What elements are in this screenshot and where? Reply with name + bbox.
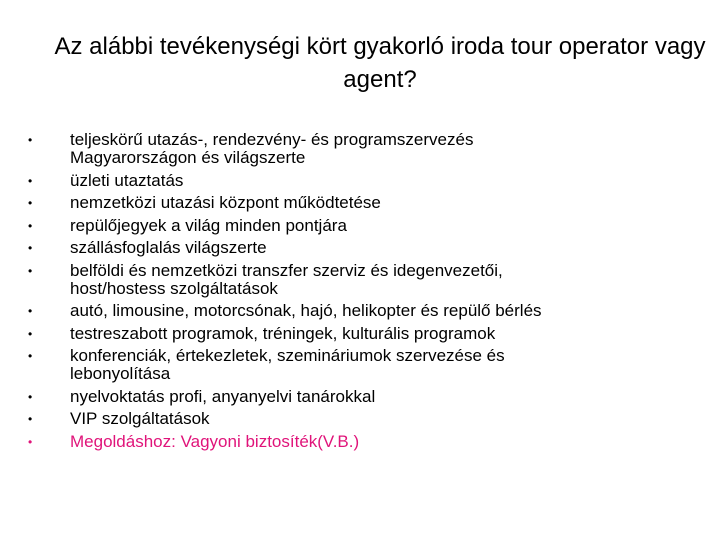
bullet-item — [26, 325, 676, 343]
bullet-text: nemzetközi utazási központ működtetése — [70, 193, 381, 212]
bullet-dot-icon: • — [28, 133, 33, 147]
bullet-text: repülőjegyek a világ minden pontjára — [70, 215, 347, 235]
bullet-item — [26, 433, 676, 451]
bullet-dot-icon: • — [28, 196, 33, 210]
bullet-text: VIP szolgáltatások — [70, 409, 210, 428]
bullet-item — [26, 302, 676, 320]
bullet-text: testreszabott programok, tréningek, kulturális programok — [70, 323, 496, 343]
bullet-text: belföldi és nemzetközi transzfer szerviz és idegenvezetői, host/hostess szolgáltatások — [70, 260, 503, 298]
bullet-item — [26, 262, 676, 298]
bullet-dot-icon: • — [28, 241, 33, 255]
bullet-text: szállásfoglalás világszerte — [70, 238, 267, 257]
bullet-text: üzleti utaztatás — [70, 170, 184, 190]
bullet-text: Megoldáshoz: Vagyoni biztosíték(V.B.) — [70, 431, 360, 451]
bullet-dot-icon: • — [28, 412, 33, 426]
bullet-item — [26, 388, 676, 406]
bullet-item — [26, 347, 676, 383]
bullet-dot-icon: • — [28, 349, 33, 363]
bullet-item — [26, 410, 676, 428]
bullet-text: autó, limousine, motorcsónak, hajó, helikopter és repülő bérlés — [70, 301, 542, 320]
bullet-dot-icon: • — [28, 389, 33, 404]
bullet-text: nyelvoktatás profi, anyanyelvi tanárokkal — [70, 386, 376, 406]
bullet-dot-icon: • — [28, 218, 33, 233]
bullet-dot-icon: • — [28, 326, 33, 341]
bullet-dot-icon: • — [28, 434, 33, 449]
bullet-dot-icon: • — [28, 304, 33, 318]
bullet-item — [26, 172, 676, 190]
bullet-dot-icon: • — [28, 263, 33, 278]
slide-title: Az alábbi tevékenységi kört gyakorló iroda tour operator vagy agent? — [54, 33, 706, 93]
bullet-item — [26, 131, 676, 167]
bullet-text: teljeskörű utazás-, rendezvény- és programszervezés Magyarországon és világszerte — [70, 130, 474, 167]
bullet-item — [26, 194, 676, 212]
bullet-text: konferenciák, értekezletek, szemináriumok szervezése és lebonyolítása — [70, 346, 505, 383]
bullet-item — [26, 217, 676, 235]
bullet-item — [26, 239, 676, 257]
bullet-list — [26, 131, 676, 455]
bullet-dot-icon: • — [28, 173, 33, 188]
